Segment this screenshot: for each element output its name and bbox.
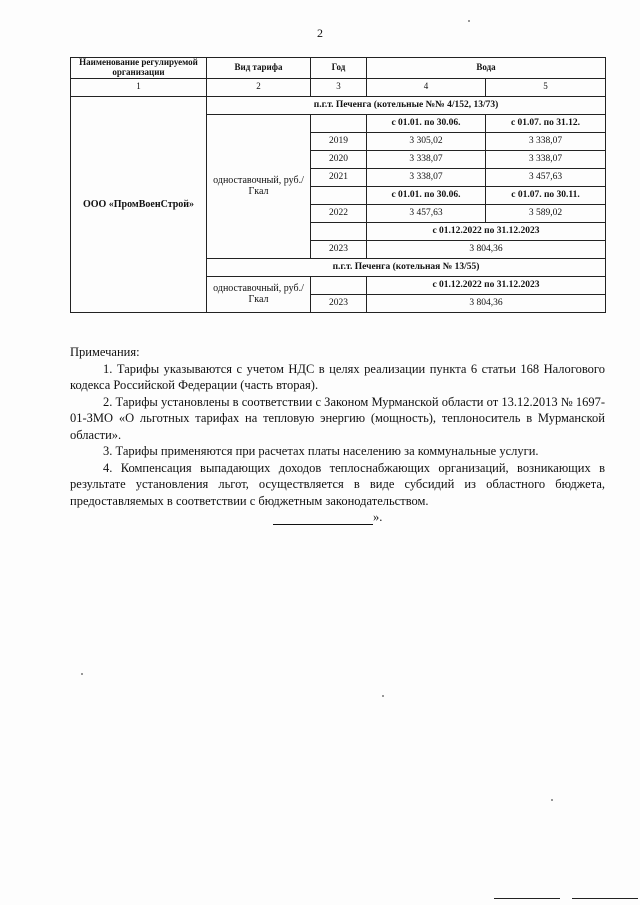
tariff-table [70,57,606,313]
year-cell: 2023 [311,240,367,258]
column-number: 5 [486,78,606,96]
closing-quote: ». [373,510,383,524]
year-cell: 2019 [311,132,367,150]
note-item: 1. Тарифы указываются с учетом НДС в целях реализации пункта 6 статьи 168 Налогового кодекса Российской Федерации (часть вторая). [70,361,605,392]
column-number: 4 [367,78,486,96]
value-cell: 3 457,63 [367,204,486,222]
value-cell: 3 804,36 [367,240,606,258]
year-cell [311,222,367,240]
value-cell: 3 305,02 [367,132,486,150]
value-cell: 3 338,07 [486,132,606,150]
value-cell: 3 457,63 [486,168,606,186]
section-title: п.г.т. Печенга (котельные №№ 4/152, 13/73) [207,96,606,114]
period-cell: с 01.01. по 30.06. [367,186,486,204]
tariff-type: одноставочный, руб./Гкал [207,276,311,312]
value-cell: 3 338,07 [486,150,606,168]
period-cell: с 01.12.2022 по 31.12.2023 [367,276,606,294]
period-cell: с 01.01. по 30.06. [367,114,486,132]
section-title: п.г.т. Печенга (котельная № 13/55) [207,258,606,276]
year-cell: 2022 [311,204,367,222]
header-tariff-type: Вид тарифа [207,58,311,79]
column-number: 2 [207,78,311,96]
notes-heading: Примечания: [70,345,140,359]
column-number: 3 [311,78,367,96]
period-cell: с 01.12.2022 по 31.12.2023 [367,222,606,240]
year-cell [311,276,367,294]
organization-name: ООО «ПромВоенСтрой» [71,96,207,312]
table-header-row [71,58,606,79]
header-organization: Наименование регулируемой организации [71,58,207,79]
page-number: 2 [317,26,323,40]
scan-speck [468,20,470,22]
scan-speck [382,695,384,697]
note-item: 4. Компенсация выпадающих доходов теплоснабжающих организаций, возникающих в результате установления льгот, осуществляется в виде субсидий из областного бюджета, предоставляемых в соответствии с бюджетным законодательством. [70,460,605,508]
value-cell: 3 338,07 [367,168,486,186]
value-cell: 3 338,07 [367,150,486,168]
value-cell: 3 589,02 [486,204,606,222]
header-year: Год [311,58,367,79]
year-cell: 2021 [311,168,367,186]
column-number-row [71,78,606,96]
period-cell: с 01.07. по 31.12. [486,114,606,132]
year-cell: 2023 [311,294,367,312]
footer-line [494,898,560,899]
note-item: 2. Тарифы установлены в соответствии с Законом Мурманской области от 13.12.2013 № 1697-01-ЗМО «О льготных тарифах на тепловую энергию (мощность), теплоноситель в Мурманской области». [70,394,605,442]
note-item: 3. Тарифы применяются при расчетах платы населению за коммунальные услуги. [103,444,539,458]
end-line [273,512,373,525]
notes-section [70,344,605,509]
column-number: 1 [71,78,207,96]
footer-line [572,898,638,899]
scan-speck [551,799,553,801]
scan-speck [81,673,83,675]
document-end-mark [273,510,382,525]
value-cell: 3 804,36 [367,294,606,312]
year-cell: 2020 [311,150,367,168]
header-water: Вода [367,58,606,79]
tariff-type: одноставочный, руб./Гкал [207,114,311,258]
period-cell: с 01.07. по 30.11. [486,186,606,204]
year-cell [311,114,367,132]
year-cell [311,186,367,204]
table-row [71,96,606,114]
